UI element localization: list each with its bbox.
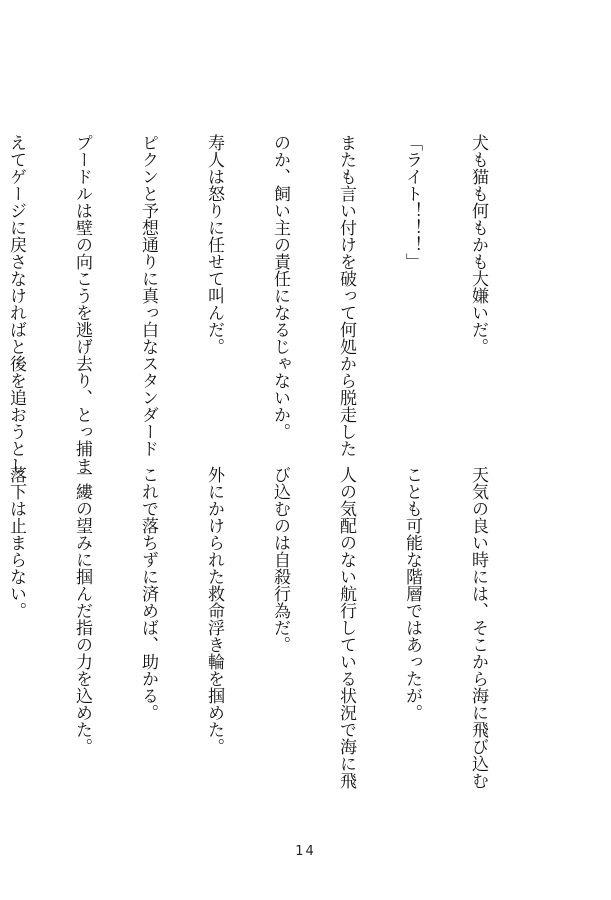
text-block-bottom xyxy=(0,466,533,789)
text-line: 人の気配のない航行している状況で海に飛 xyxy=(336,466,356,789)
text-line: 一縷の望みに掴んだ指の力を込めた。 xyxy=(72,466,92,755)
text-line: ピクンと予想通りに真っ白なスタンダード xyxy=(138,134,158,457)
text-line: 天気の良い時には、そこから海に飛び込む xyxy=(468,466,488,789)
text-line: ことも可能な階層ではあったが。 xyxy=(402,466,422,721)
text-line: えてゲージに戻さなければと後を追おうとし xyxy=(6,134,26,474)
page-number: 14 xyxy=(295,844,316,859)
text-line: のか、飼い主の責任になるじゃないか。 xyxy=(270,134,290,440)
text-line: 寿人は怒りに任せて叫んだ。 xyxy=(204,134,224,355)
text-line: 外にかけられた救命浮き輪を掴めた。 xyxy=(204,466,224,755)
text-block-top xyxy=(0,134,533,474)
text-line: またも言い付けを破って何処から脱走した xyxy=(336,134,356,457)
text-line: プードルは壁の向こうを逃げ去り、とっ捕ま xyxy=(72,134,92,474)
text-line: 犬も猫も何もかも大嫌いだ。 xyxy=(468,134,488,355)
text-line: これで落ちずに済めば、助かる。 xyxy=(138,466,158,721)
text-line: び込むのは自殺行為だ。 xyxy=(270,466,290,653)
text-line: 「ライト！！！」 xyxy=(402,134,422,270)
text-line: 落下は止まらない。 xyxy=(6,466,26,619)
